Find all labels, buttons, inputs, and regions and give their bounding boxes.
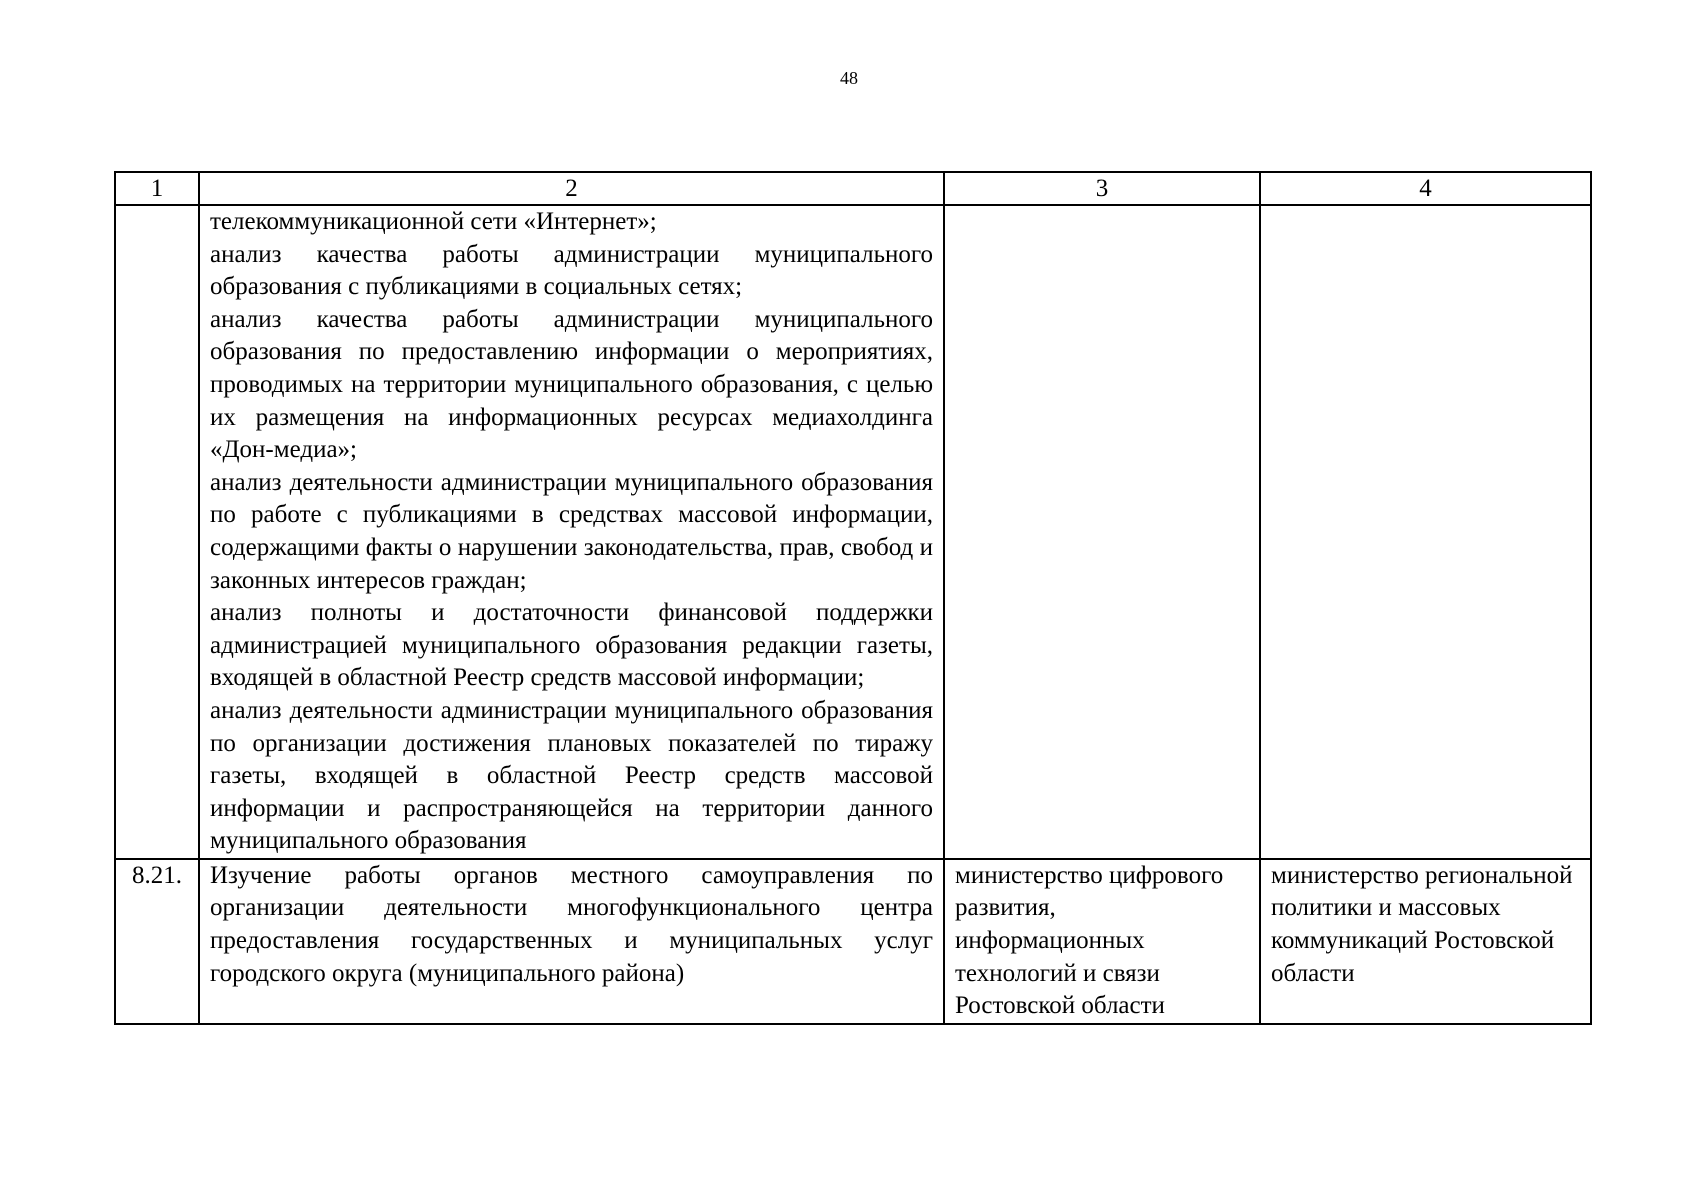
continuation-paragraph: анализ полноты и достаточности финансовой поддержки администрацией муниципального образования редакции газеты, входящей в областной Реестр средств массовой информации; (210, 599, 933, 692)
header-col-4: 4 (1260, 172, 1591, 205)
continuation-paragraph: анализ качества работы администрации муниципального образования с публикациями в социальных сетях; (210, 240, 933, 301)
continuation-paragraph: анализ деятельности администрации муниципального образования по организации достижения плановых показателей по тиражу газеты, входящей в областной Реестр средств массовой информации и распространяющейся на территории данного муниципального образования (210, 696, 933, 855)
continuation-paragraph: анализ качества работы администрации муниципального образования по предоставлению информации о мероприятиях, проводимых на территории муниципального образования, с целью их размещения на информационных ресурсах медиахолдинга «Дон-медиа»; (210, 305, 933, 464)
continuation-paragraph: телекоммуникационной сети «Интернет»; (210, 208, 657, 235)
header-col-2: 2 (199, 172, 944, 205)
continuation-number-cell (115, 205, 199, 859)
row-coexecutor-cell: министерство региональной политики и массовых коммуникаций Ростовской области (1260, 859, 1591, 1024)
continuation-content-cell (199, 205, 944, 859)
continuation-coexecutor-cell (1260, 205, 1591, 859)
continuation-paragraph: анализ деятельности администрации муниципального образования по работе с публикациями в средствах массовой информации, содержащими факты о нарушении законодательства, прав, свобод и законных интересов граждан; (210, 468, 933, 594)
row-description-cell (199, 859, 944, 1024)
row-description-text: Изучение работы органов местного самоуправления по организации деятельности многофункционального центра предоставления государственных и муниципальных услуг городского округа (муниципального района) (210, 861, 933, 987)
table-row-8-21 (115, 859, 1591, 1024)
document-table (114, 171, 1592, 1025)
continuation-responsible-cell (944, 205, 1260, 859)
row-number-cell: 8.21. (115, 859, 199, 1024)
table-header-row (115, 172, 1591, 205)
page-number: 48 (840, 68, 858, 88)
table-row-continuation (115, 205, 1591, 859)
row-responsible-cell: министерство цифрового развития, информационных технологий и связи Ростовской области (944, 859, 1260, 1024)
header-col-3: 3 (944, 172, 1260, 205)
header-col-1: 1 (115, 172, 199, 205)
